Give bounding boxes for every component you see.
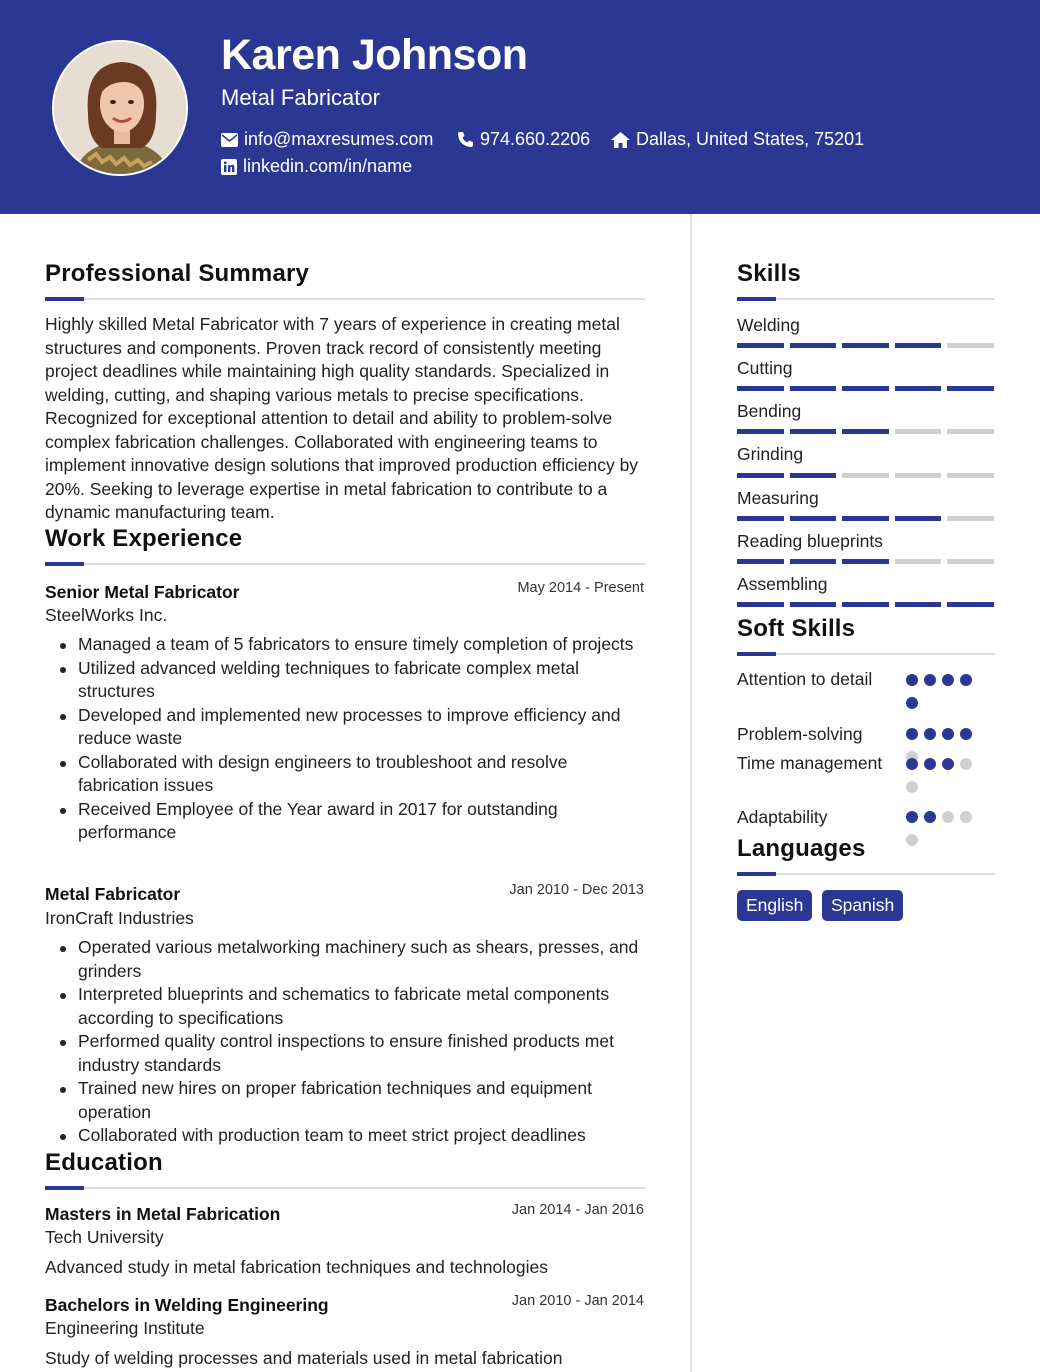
skill-name: Reading blueprints [737,531,883,551]
soft-skill-dot [960,758,972,770]
experience-rule [45,563,645,565]
skill-level-segment [895,386,942,391]
skill-level-segment [790,559,837,564]
skill-level-segment [737,429,784,434]
degree-title: Masters in Metal Fabrication [45,1204,281,1224]
degree-description: Study of welding processes and materials used in metal fabrication [45,1348,563,1368]
language-badge: English [737,890,812,921]
skill-level-segment [842,473,889,478]
experience-heading: Work Experience [45,525,243,552]
soft-skill-dot [960,674,972,686]
skill-level-segment [737,559,784,564]
list-item: Received Employee of the Year award in 2017 for outstanding performance [45,798,645,845]
list-item: Trained new hires on proper fabrication techniques and equipment operation [45,1077,645,1124]
soft-skill-dot [942,674,954,686]
skill-level-bar [737,429,994,434]
skill-level-segment [737,386,784,391]
job-title: Senior Metal Fabricator [45,582,240,602]
summary-section [45,260,645,300]
degree-title: Bachelors in Welding Engineering [45,1295,329,1315]
skill-name: Measuring [737,488,819,508]
degree-description: Advanced study in metal fabrication techniques and technologies [45,1257,548,1277]
candidate-name: Karen Johnson [221,31,528,79]
skill-level-segment [842,602,889,607]
skill-name: Bending [737,401,802,421]
contact-email[interactable] [221,129,433,150]
skill-level-segment [895,602,942,607]
skill-name: Welding [737,315,800,335]
soft-skill-dot [942,728,954,740]
skill-level-segment [790,386,837,391]
soft-skill-name: Attention to detail [737,669,873,689]
linkedin-icon [221,159,237,175]
skill-level-segment [790,429,837,434]
soft-skill-dot [960,811,972,823]
skill-level-segment [895,473,942,478]
soft-skill-dot [924,758,936,770]
languages-section [737,835,995,875]
list-item: Interpreted blueprints and schematics to fabricate metal components according to specifications [45,983,645,1030]
soft-skill-dot [906,781,918,793]
skill-level-segment [947,473,994,478]
skill-level-bar [737,473,994,478]
skill-level-segment [737,343,784,348]
soft-skills-section [737,615,995,655]
skill-level-segment [842,386,889,391]
languages-heading: Languages [737,835,866,862]
soft-skill-dots [906,758,982,793]
contact-location-text: Dallas, United States, 75201 [636,129,865,149]
summary-heading: Professional Summary [45,260,310,287]
job-company: SteelWorks Inc. [45,605,168,625]
languages-rule [737,873,995,875]
list-item: Collaborated with design engineers to troubleshoot and resolve fabrication issues [45,751,645,798]
soft-skill-dot [906,758,918,770]
skill-level-bar [737,602,994,607]
skill-level-segment [947,516,994,521]
avatar-portrait [54,42,188,176]
skill-level-segment [790,473,837,478]
skill-name: Assembling [737,574,828,594]
list-item: Developed and implemented new processes to improve efficiency and reduce waste [45,704,645,751]
soft-skill-dot [906,811,918,823]
contact-linkedin-text: linkedin.com/in/name [243,156,413,176]
candidate-title: Metal Fabricator [221,85,380,110]
soft-skill-dot [906,674,918,686]
soft-skill-dot [924,811,936,823]
skill-level-segment [790,602,837,607]
skill-level-segment [842,343,889,348]
list-item: Performed quality control inspections to ensure finished products met industry standards [45,1030,645,1077]
list-item: Utilized advanced welding techniques to fabricate complex metal structures [45,657,645,704]
soft-skill-dot [942,758,954,770]
education-section [45,1149,645,1189]
skill-level-segment [947,429,994,434]
skill-level-bar [737,559,994,564]
education-heading: Education [45,1149,163,1176]
experience-section [45,525,645,565]
list-item: Collaborated with production team to meet strict project deadlines [45,1124,645,1148]
phone-icon [457,131,474,148]
job-company: IronCraft Industries [45,908,194,928]
skill-level-segment [790,516,837,521]
job-dates: May 2014 - Present [517,580,644,596]
contact-location [611,129,864,150]
soft-skill-name: Adaptability [737,807,828,827]
soft-skill-name: Problem-solving [737,724,863,744]
skill-name: Grinding [737,444,804,464]
skill-level-segment [737,602,784,607]
skill-level-segment [895,343,942,348]
skill-level-segment [947,343,994,348]
resume-header [0,0,1040,214]
skill-level-segment [737,473,784,478]
job-bullets [45,936,645,1148]
skills-rule [737,298,995,300]
list-item: Operated various metalworking machinery such as shears, presses, and grinders [45,936,645,983]
profile-photo [52,40,188,176]
language-badge: Spanish [822,890,903,921]
skill-level-bar [737,386,994,391]
skill-level-segment [842,516,889,521]
soft-skill-dot [960,728,972,740]
contact-linkedin[interactable] [221,156,412,177]
soft-skill-name: Time management [737,753,883,773]
skills-heading: Skills [737,260,801,287]
skill-level-segment [947,559,994,564]
skill-level-segment [842,559,889,564]
skill-level-segment [895,559,942,564]
skill-name: Cutting [737,358,793,378]
job-dates: Jan 2010 - Dec 2013 [509,882,644,898]
envelope-icon [221,133,238,147]
home-icon [611,132,630,148]
skill-level-segment [842,429,889,434]
soft-skills-heading: Soft Skills [737,615,856,642]
contact-phone-text: 974.660.2206 [480,129,591,149]
education-rule [45,1187,645,1189]
soft-skill-dot [906,728,918,740]
skill-level-segment [947,602,994,607]
soft-skills-rule [737,653,995,655]
skill-level-bar [737,516,994,521]
school-name: Tech University [45,1227,164,1247]
school-name: Engineering Institute [45,1318,205,1338]
summary-rule [45,298,645,300]
job-title: Metal Fabricator [45,884,181,904]
skills-section [737,260,995,300]
skill-level-segment [947,386,994,391]
degree-dates: Jan 2014 - Jan 2016 [511,1202,644,1218]
soft-skill-dot [942,811,954,823]
soft-skill-dot [924,728,936,740]
soft-skill-dot [924,674,936,686]
contact-phone[interactable] [457,129,590,150]
summary-text: Highly skilled Metal Fabricator with 7 years of experience in creating metal structures and components. Proven track record of consistently meeting project deadlines while maintaining high quality standards. Specialized in welding, cutting, and shaping various metals to precise specifications. Recognized for exceptional attention to detail and ability to problem-solve complex fabrication challenges. Collaborated with engineering teams to implement innovative design solutions that improved production efficiency by 20%. Seeking to leverage expertise in metal fabrication to contribute to a dynamic manufacturing team. [45,314,639,522]
list-item: Managed a team of 5 fabricators to ensure timely completion of projects [45,633,645,657]
skill-level-segment [895,516,942,521]
job-bullets [45,633,645,845]
soft-skill-dots [906,674,982,709]
skill-level-segment [790,343,837,348]
skill-level-bar [737,343,994,348]
degree-dates: Jan 2010 - Jan 2014 [511,1293,644,1309]
skill-level-segment [895,429,942,434]
skill-level-segment [737,516,784,521]
contact-email-text: info@maxresumes.com [244,129,434,149]
soft-skill-dot [906,697,918,709]
column-divider [690,214,692,1372]
